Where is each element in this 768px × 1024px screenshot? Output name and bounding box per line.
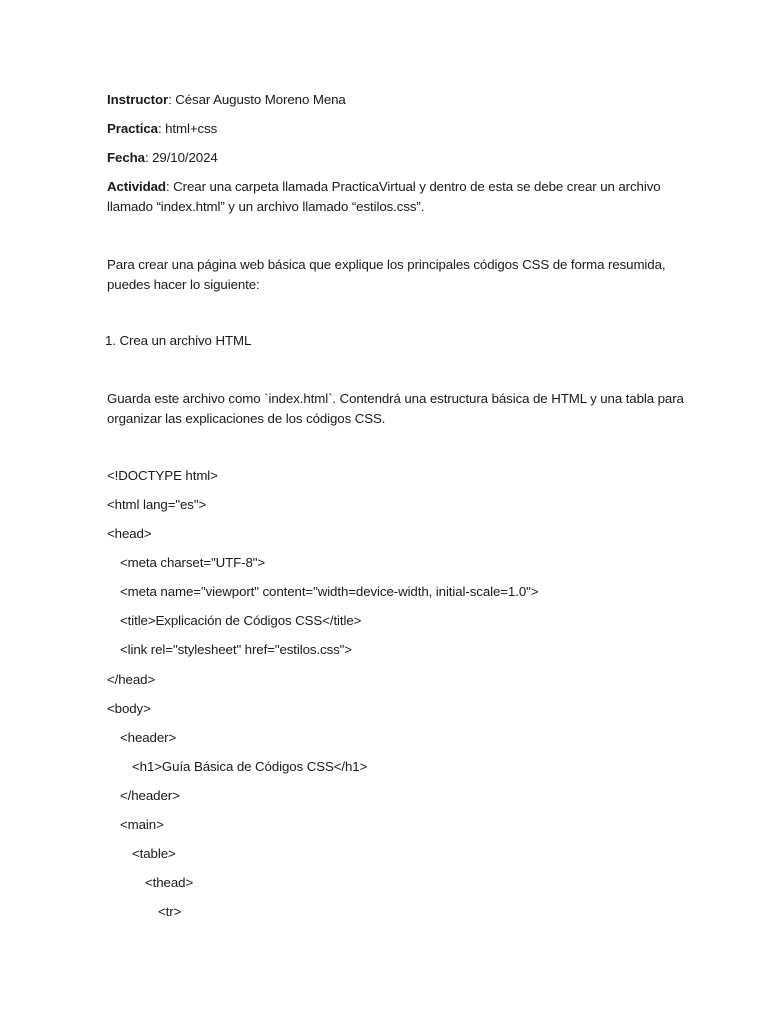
instructor-label: Instructor xyxy=(107,92,169,107)
code-line-link: <link rel="stylesheet" href="estilos.css"> xyxy=(120,642,352,657)
fecha-line xyxy=(107,148,218,168)
fecha-label: Fecha xyxy=(107,150,145,165)
actividad-paragraph xyxy=(107,177,687,217)
intro-paragraph xyxy=(107,255,687,295)
actividad-value-line2: llamado “index.html” y un archivo llamado “estilos.css”. xyxy=(107,199,425,214)
practica-value: : html+css xyxy=(157,121,218,136)
actividad-label: Actividad xyxy=(107,179,166,194)
code-line-header-close: </header> xyxy=(120,788,180,803)
save-note-paragraph xyxy=(107,389,687,429)
code-line-meta-charset: <meta charset="UTF-8"> xyxy=(120,555,266,570)
code-line-html: <html lang="es"> xyxy=(107,497,207,512)
code-line-table-open: <table> xyxy=(132,846,176,861)
instructor-value: : César Augusto Moreno Mena xyxy=(168,92,346,107)
save-note-line1: Guarda este archivo como `index.html`. Contendrá una estructura básica de HTML y una tabla para xyxy=(107,391,684,406)
instructor-line xyxy=(107,90,346,110)
code-line-body-open: <body> xyxy=(107,701,151,716)
save-note-line2: organizar las explicaciones de los códigos CSS. xyxy=(107,411,386,426)
step1-heading: 1. Crea un archivo HTML xyxy=(105,333,252,348)
code-line-doctype: <!DOCTYPE html> xyxy=(107,468,218,483)
code-line-header-open: <header> xyxy=(120,730,177,745)
fecha-value: : 29/10/2024 xyxy=(144,150,218,165)
code-line-meta-viewport: <meta name="viewport" content="width=device-width, initial-scale=1.0"> xyxy=(120,584,539,599)
code-line-head-close: </head> xyxy=(107,672,156,687)
actividad-value-line1: : Crear una carpeta llamada PracticaVirtual y dentro de esta se debe crear un archivo xyxy=(165,179,661,194)
code-line-main-open: <main> xyxy=(120,817,164,832)
practica-label: Practica xyxy=(107,121,158,136)
code-line-h1: <h1>Guía Básica de Códigos CSS</h1> xyxy=(132,759,368,774)
intro-line2: puedes hacer lo siguiente: xyxy=(107,277,260,292)
intro-line1: Para crear una página web básica que explique los principales códigos CSS de forma resumida, xyxy=(107,257,666,272)
practica-line xyxy=(107,119,217,139)
code-line-head-open: <head> xyxy=(107,526,152,541)
code-line-tr-open: <tr> xyxy=(158,904,182,919)
code-line-title: <title>Explicación de Códigos CSS</title> xyxy=(120,613,362,628)
code-line-thead-open: <thead> xyxy=(145,875,194,890)
